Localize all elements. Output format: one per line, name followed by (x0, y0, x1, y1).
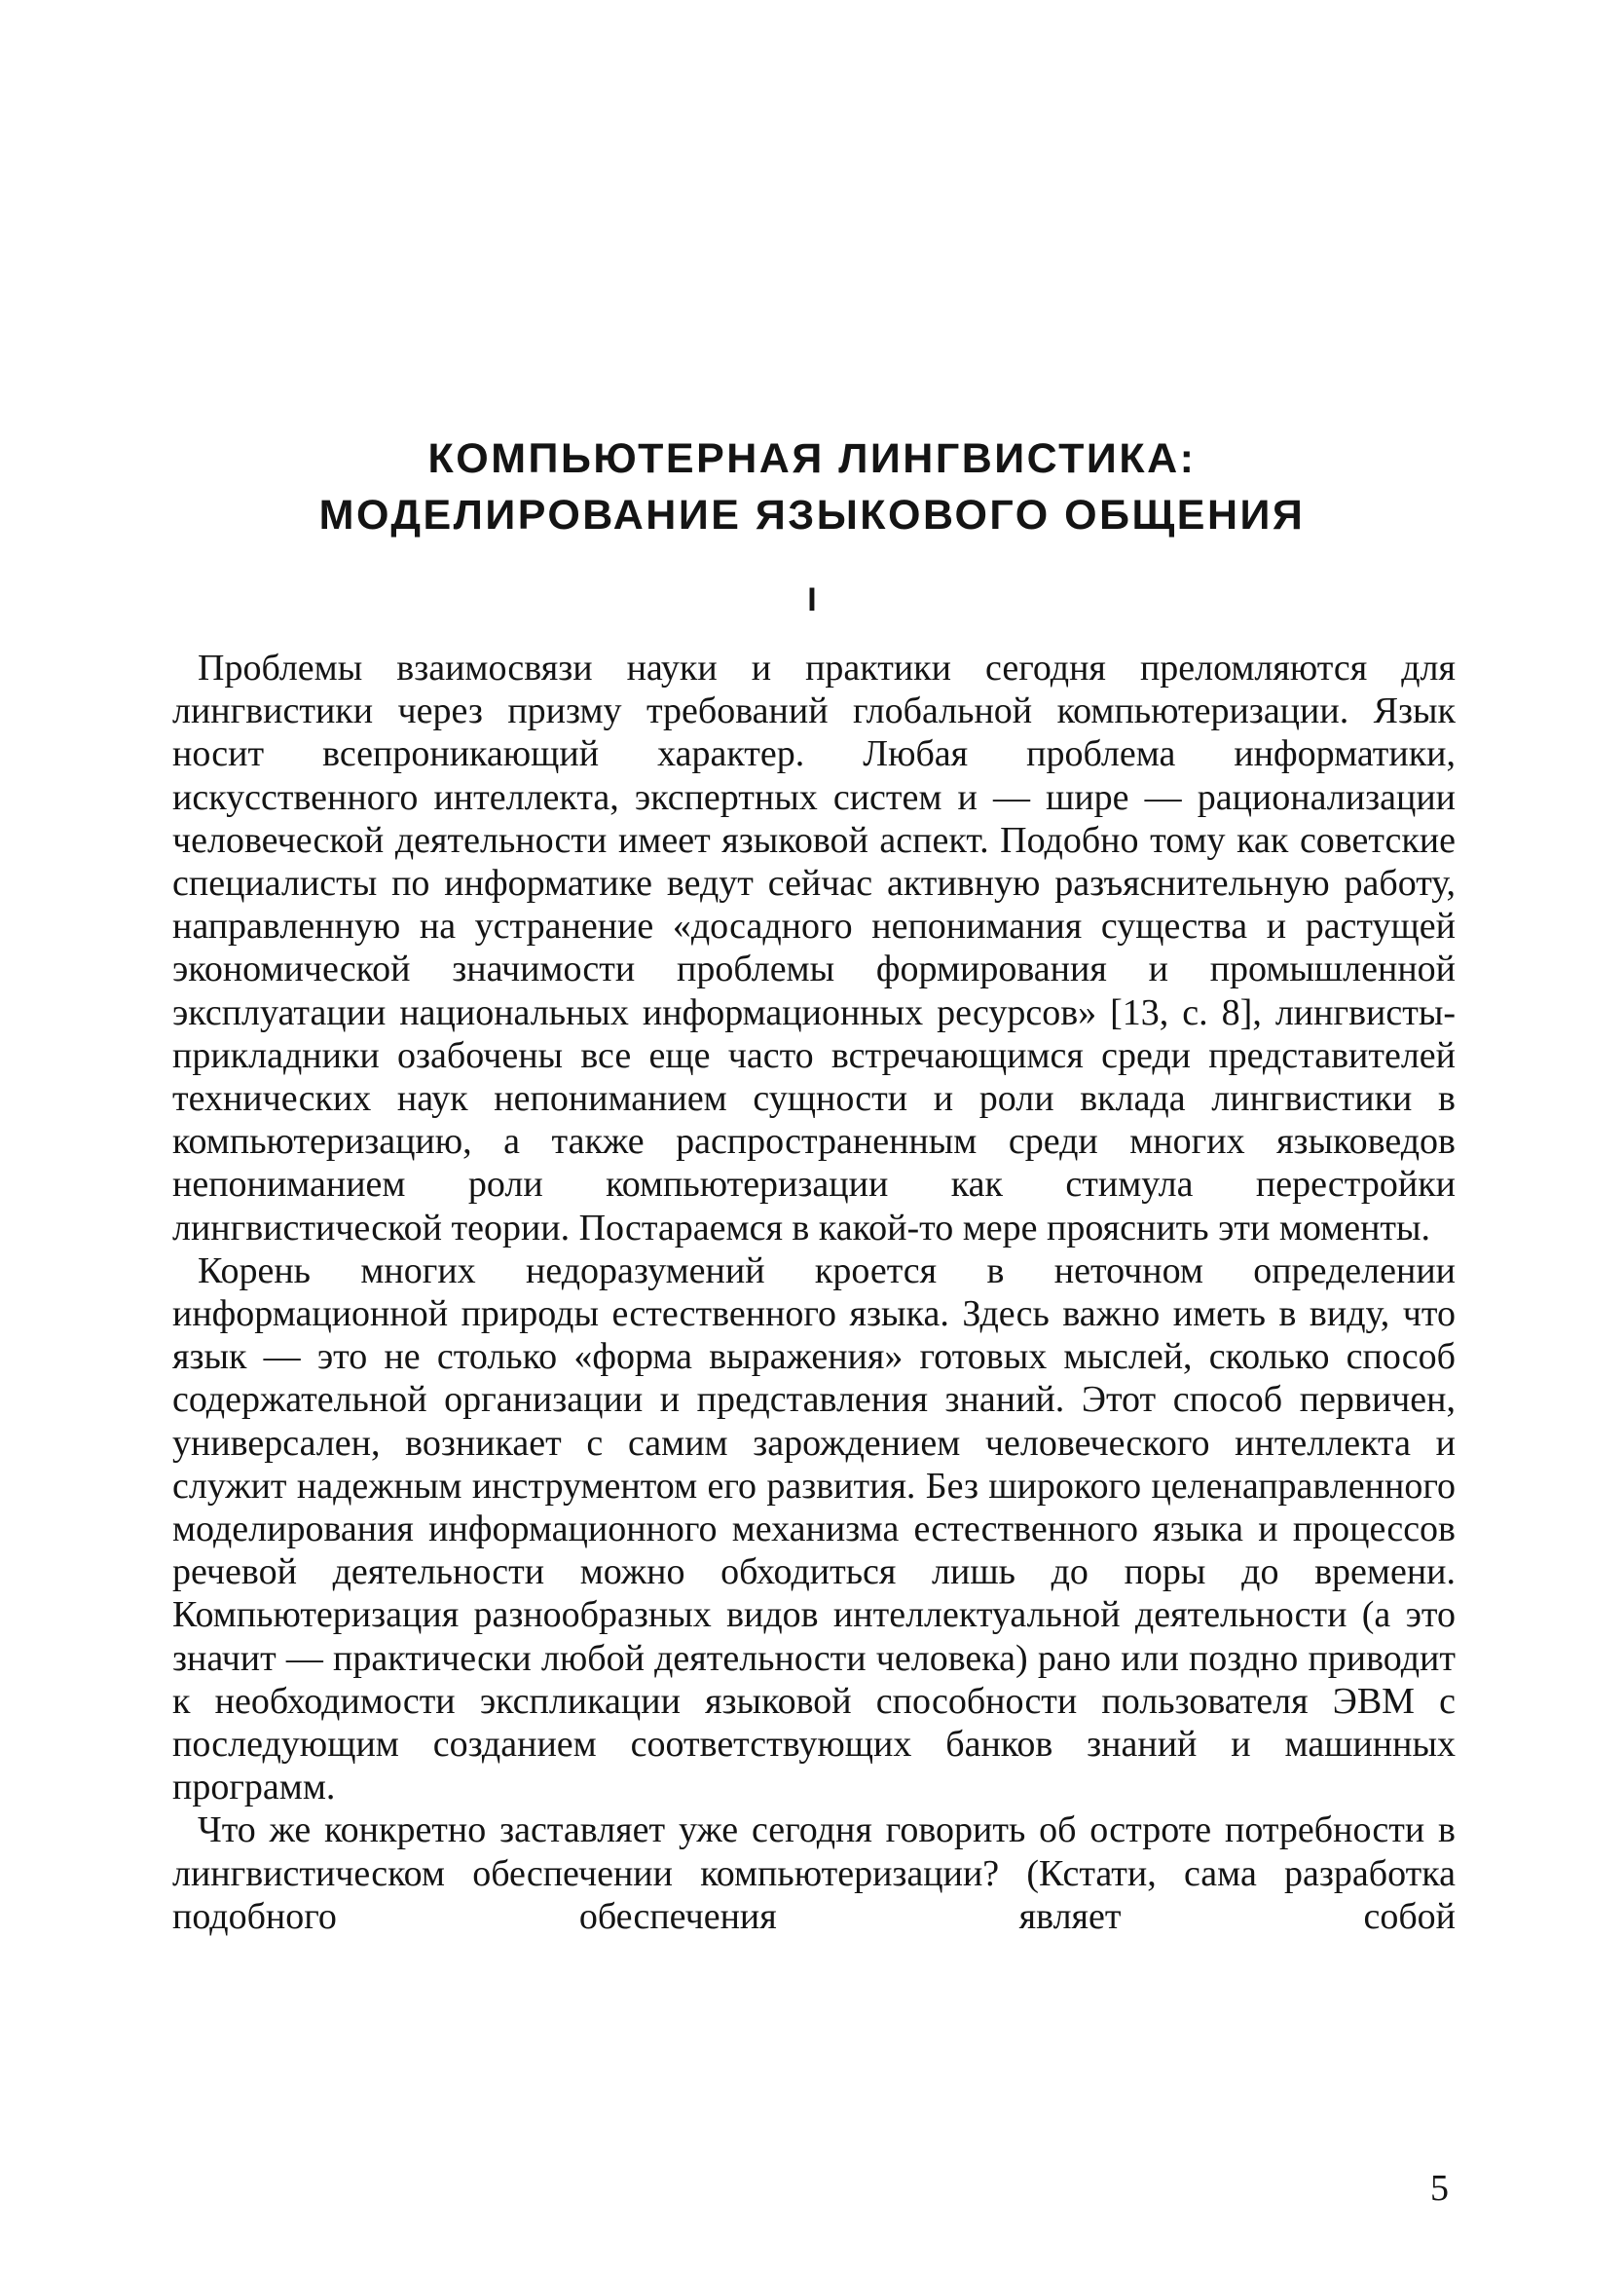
page-number: 5 (1430, 2168, 1449, 2209)
paragraph-3: Что же конкретно заставляет уже сегодня говорить об остроте потребности в лингвистическом обеспечении компьютеризации? (Кстати, сама разработка подобного обеспечения являет собой (172, 1809, 1456, 1937)
paragraph-1: Проблемы взаимосвязи науки и практики сегодня преломляются для лингвистики через призму требований глобальной компьютеризации. Язык носит всепроникающий характер. Любая проблема информатики, искусственного интеллекта, экспертных систем и — шире — рационализации человеческой деятельности имеет языковой аспект. Подобно тому как советские специалисты по информатике ведут сейчас активную разъяснительную работу, направленную на устранение «досадного непонимания существа и растущей экономической значимости проблемы формирования и промышленной эксплуатации национальных информационных ресурсов» [13, с. 8], лингвисты-прикладники озабочены все еще часто встречающимся среди представителей технических наук непониманием сущности и роли вклада лингвистики в компьютеризацию, а также распространенным среди многих языковедов непониманием роли компьютеризации как стимула перестройки лингвистической теории. Постараемся в какой-то мере прояснить эти моменты. (172, 648, 1456, 1248)
section-number: I (807, 581, 817, 618)
chapter-title (175, 430, 1449, 543)
paragraph-2: Корень многих недоразумений кроется в неточном определении информационной природы естественного языка. Здесь важно иметь в виду, что язык — это не столько «форма выражения» готовых мыслей, сколько способ содержательной организации и представления знаний. Этот способ первичен, универсален, возникает с самим зарождением человеческого интеллекта и служит надежным инструментом его развития. Без широкого целенаправленного моделирования информационного механизма естественного языка и процессов речевой деятельности можно обходиться лишь до поры до времени. Компьютеризация разнообразных видов интеллектуальной деятельности (а это значит — практически любой деятельности человека) рано или поздно приводит к необходимости экспликации языковой способности пользователя ЭВМ с последующим созданием соответствующих банков знаний и машинных программ. (172, 1249, 1456, 1808)
body-text (172, 647, 1456, 1938)
chapter-title-line-2: МОДЕЛИРОВАНИЕ ЯЗЫКОВОГО ОБЩЕНИЯ (318, 492, 1306, 539)
chapter-title-line-1: КОМПЬЮТЕРНАЯ ЛИНГВИСТИКА: (427, 435, 1197, 482)
